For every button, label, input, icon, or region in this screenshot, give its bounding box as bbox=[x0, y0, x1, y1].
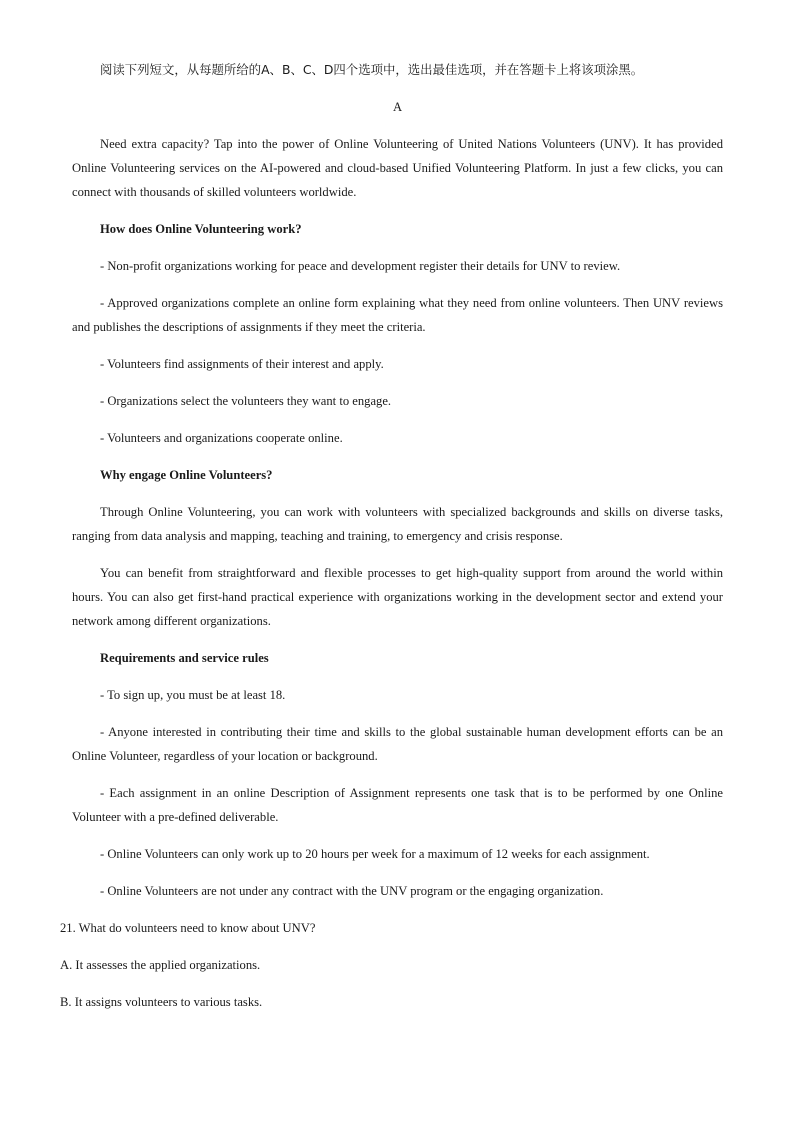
reading-instructions: 阅读下列短文，从每题所给的A、B、C、D四个选项中，选出最佳选项，并在答题卡上将该项涂黑。 bbox=[100, 62, 644, 77]
answer-option-a: A. It assesses the applied organizations. bbox=[60, 958, 261, 972]
section-heading-how-it-works: How does Online Volunteering work? bbox=[100, 222, 302, 236]
question-stem: 21. What do volunteers need to know about UNV? bbox=[60, 921, 316, 935]
list-item: - Anyone interested in contributing their time and skills to the global sustainable human development efforts can be an Online Volunteer, regardless of your location or background. bbox=[72, 725, 723, 763]
list-item: - Volunteers and organizations cooperate online. bbox=[100, 431, 343, 445]
section-label: A bbox=[392, 100, 403, 114]
exam-page bbox=[60, 58, 723, 1014]
list-item: - Volunteers find assignments of their interest and apply. bbox=[100, 357, 384, 371]
list-item: - Approved organizations complete an online form explaining what they need from online volunteers. Then UNV reviews and publishes the descriptions of assignments if they meet the criteria. bbox=[72, 296, 723, 334]
list-item: - Online Volunteers are not under any contract with the UNV program or the engaging organization. bbox=[100, 884, 604, 898]
list-item: - Online Volunteers can only work up to 20 hours per week for a maximum of 12 weeks for each assignment. bbox=[100, 847, 650, 861]
intro-paragraph: Need extra capacity? Tap into the power of Online Volunteering of United Nations Volunteers (UNV). It has provided Online Volunteering services on the AI-powered and cloud-based Unified Volunteering Platform. In just a few clicks, you can connect with thousands of skilled volunteers worldwide. bbox=[72, 137, 723, 199]
list-item: - To sign up, you must be at least 18. bbox=[100, 688, 286, 702]
list-item: - Organizations select the volunteers they want to engage. bbox=[100, 394, 392, 408]
section-heading-why-engage: Why engage Online Volunteers? bbox=[100, 468, 273, 482]
list-item: - Each assignment in an online Description of Assignment represents one task that is to be performed by one Online Volunteer with a pre-defined deliverable. bbox=[72, 786, 723, 824]
body-paragraph: You can benefit from straightforward and flexible processes to get high-quality support from around the world within hours. You can also get first-hand practical experience with organizations working in the development sector and extend your network among different organizations. bbox=[72, 566, 723, 628]
body-paragraph: Through Online Volunteering, you can work with volunteers with specialized backgrounds and skills on diverse tasks, ranging from data analysis and mapping, teaching and training, to emergency and crisis response. bbox=[72, 505, 723, 543]
list-item: - Non-profit organizations working for peace and development register their details for UNV to review. bbox=[100, 259, 621, 273]
answer-option-b: B. It assigns volunteers to various tasks. bbox=[60, 995, 263, 1009]
section-heading-requirements: Requirements and service rules bbox=[100, 651, 269, 665]
